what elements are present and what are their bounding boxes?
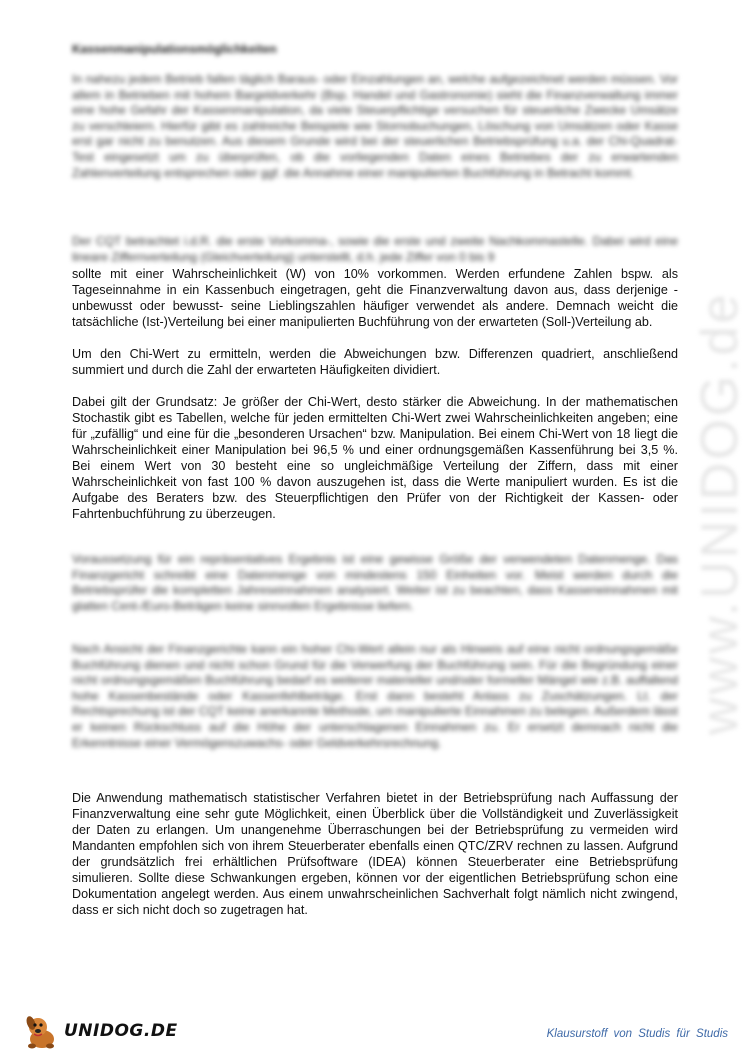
document-heading: Kassenmanipulationsmöglichkeiten bbox=[72, 42, 277, 56]
paragraph-intro: In nahezu jedem Betrieb fallen täglich Baraus- oder Einzahlungen an, welche aufgezeichnet werden müssen. Vor allem in Betrieben mit hohem Bargeldverkehr (Bsp. Handel und Gastronomie) sieht die Finanzverwaltung immer eine hohe Gefahr der Kassenmanipulation, da viele Steuerpflichtige versuchen für steuerliche Zwecke Umsätze zu verschleiern. Hierfür gibt es zahlreiche Beispiele wie Stornobuchungen, Löschung von Umsätzen oder Kasse erst gar nicht zu benutzen. Aus diesem Grunde wird bei der steuerlichen Betriebsprüfung u.a. der Chi-Quadrat-Test eingesetzt um zu überprüfen, ob die vorliegenden Daten eines Betriebes der zu erwartenden Zahlenverteilung entsprechen oder ggf. die Annahme einer manipulierten Buchführung in Betracht kommt. bbox=[72, 72, 678, 180]
paragraph-anwendung: Die Anwendung mathematisch statistischer Verfahren bietet in der Betriebsprüfung nach Auffassung der Finanzverwaltung eine sehr gute Möglichkeit, einen Überblick über die Vollständigkeit und Zuverlässigkeit der Daten zu erlangen. Um unangenehme Überraschungen bei der Betriebsprüfung zu vermeiden wird Mandanten empfohlen sich von ihrem Steuerberater ebenfalls einen QTC/ZRV rechnen zu lassen. Aufgrund der grundsätzlich frei erhältlichen Prüfsoftware (IDEA) können Steuerberater eine Betriebsprüfung simulieren. Sollte diese Schwankungen ergeben, können vor der eigentlichen Betriebsprüfung schon eine Dokumentation angelegt werden. Aus einem unwahrscheinlichen Sachverhalt folgt nämlich nicht zwingend, dass er sich nicht doch so zugetragen hat. bbox=[72, 791, 678, 917]
paragraph-chi-wert: Um den Chi-Wert zu ermitteln, werden die Abweichungen bzw. Differenzen quadriert, anschließend summiert und durch die Zahl der erwarteten Häufigkeiten dividiert. bbox=[72, 347, 678, 377]
logo-text: UNIDOG.DE bbox=[64, 1021, 178, 1041]
paragraph-voraussetzung: Voraussetzung für ein repräsentatives Ergebnis ist eine gewisse Größe der verwendeten Datenmenge. Das Finanzgericht schreibt eine Datenmenge von mindestens 150 Einheiten vor. Meist werden durch die Betriebsprüfer die kompletten Jahreseinnahmen analysiert. Weiter ist zu beachten, dass Kasseneinnahmen mit glatten Cent-/Euro-Beträgen keine sinnvollen Ergebnisse liefern. bbox=[72, 552, 678, 613]
watermark: www.UNIDOG.de bbox=[691, 291, 749, 735]
paragraph-cqt: sollte mit einer Wahrscheinlichkeit (W) von 10% vorkommen. Werden erfundene Zahlen bspw. als Tageseinnahme in ein Kassenbuch eingetragen, geht die Finanzverwaltung davon aus, dass derjenige -unbewusst oder bewusst- seine Lieblingszahlen häufiger verwendet als andere. Demnach weicht die tatsächliche (Ist-)Verteilung bei einer manipulierten Buchführung von der erwarteten (Soll-)Verteilung ab. bbox=[72, 267, 678, 329]
footer-tagline: Klausurstoff von Studis für Studis bbox=[546, 1028, 728, 1040]
dog-mascot-icon bbox=[22, 1011, 62, 1051]
paragraph-grundsatz: Dabei gilt der Grundsatz: Je größer der Chi-Wert, desto stärker die Abweichung. In der mathematischen Stochastik gibt es Tabellen, welche für jeden ermittelten Chi-Wert zwei Wahrscheinlichkeiten angeben; eine für „zufällig“ und eine für die „besonderen Ursachen“ bzw. Manipulation. Bei einem Chi-Wert von 18 liegt die Wahrscheinlichkeit einer Manipulation bei 96,5 % und einer ordnungsgemäßen Kassenführung bei 3,5 %. Bei einem Wert von 30 besteht eine so ungleichmäßige Verteilung der Ziffern, dass mit einer Wahrscheinlichkeit von fast 100 % davon auszugehen ist, dass die Werte manipuliert wurden. Es ist die Aufgabe des Beraters bzw. des Steuerpflichtigen den Prüfer von der Richtigkeit der Kassen- oder Fahrtenbuchführung zu überzeugen. bbox=[72, 395, 678, 521]
unidog-logo[interactable] bbox=[22, 1010, 178, 1052]
paragraph-finanzgerichte: Nach Ansicht der Finanzgerichte kann ein hoher Chi-Wert allein nur als Hinweis auf eine nicht ordnungsgemäße Buchführung dienen und nicht schon Grund für die Verwerfung der Buchführung sein. Für die Begründung einer nicht ordnungsgemäßen Buchführung bedarf es weiterer materieller und/oder formeller Mängel wie z.B. auffallend hohe Kassenbestände oder Kassenfehlbeträge. Erst dann besteht Anlass zu Zuschätzungen. Lt. der Rechtsprechung ist der CQT keine anerkannte Methode, um manipulierte Einnahmen zu belegen. Außerdem lässt er keinen Rückschluss auf die Höhe der unterschlagenen Einnahmen zu. Er ersetzt demnach nicht die Erkenntnisse einer Vermögenszuwachs- oder Geldverkehrsrechnung. bbox=[72, 642, 678, 750]
paragraph-cqt-blurred: Der CQT betrachtet i.d.R. die erste Vorkomma-, sowie die erste und zweite Nachkommastelle. Dabei wird eine lineare Ziffernverteilung (Gleichverteilung) unterstellt, d.h. jede Ziffer von 0 bis 9 bbox=[72, 234, 678, 264]
